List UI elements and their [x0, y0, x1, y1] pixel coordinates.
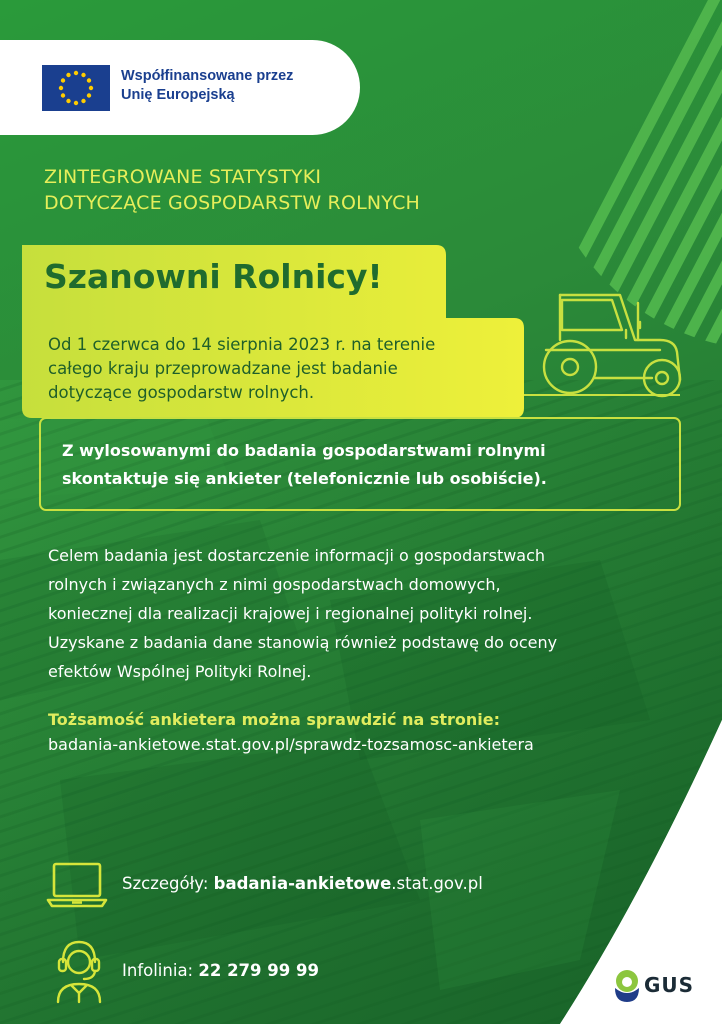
details-label: Szczegóły: [122, 874, 214, 893]
purpose-line-1: Celem badania jest dostarczenie informacji o gospodarstwach [48, 546, 546, 565]
purpose-line-2: rolnych i związanych z nimi gospodarstwach domowych, [48, 575, 501, 594]
survey-title [44, 164, 420, 216]
details-link-bold[interactable]: badania-ankietowe [213, 874, 392, 893]
verify-identity-link[interactable]: badania-ankietowe.stat.gov.pl/sprawdz-tozsamosc-ankietera [48, 735, 534, 754]
purpose-line-5: efektów Wspólnej Polityki Rolnej. [48, 662, 312, 681]
survey-dates-text [48, 333, 435, 405]
details-line [122, 871, 483, 897]
eu-line-2: Unię Europejską [121, 87, 235, 103]
survey-title-line-1: ZINTEGROWANE STATYSTYKI [44, 166, 322, 188]
purpose-line-4: Uzyskane z badania dane stanowią również podstawę do oceny [48, 633, 558, 652]
dates-line-3: dotyczące gospodarstw rolnych. [48, 383, 315, 402]
details-link-rest[interactable]: .stat.gov.pl [391, 874, 483, 893]
gus-logo-icon [612, 968, 642, 1004]
hotline-line [122, 958, 319, 984]
contact-line-1: Z wylosowanymi do badania gospodarstwami rolnymi [62, 441, 546, 460]
greeting-heading: Szanowni Rolnicy! [44, 257, 383, 296]
hotline-number[interactable]: 22 279 99 99 [198, 961, 319, 980]
purpose-line-3: koniecznej dla realizacji krajowej i regionalnej polityki rolnej. [48, 604, 533, 623]
eu-line-1: Współfinansowane przez [121, 68, 294, 84]
eu-cofinancing-label [121, 67, 293, 105]
headset-icon [54, 938, 104, 1004]
verify-identity-label: Tożsamość ankietera można sprawdzić na stronie: [48, 710, 500, 729]
gus-logo-text: GUS [644, 973, 695, 997]
interviewer-contact-text [62, 437, 547, 493]
details-link[interactable] [214, 874, 483, 893]
survey-title-line-2: DOTYCZĄCE GOSPODARSTW ROLNYCH [44, 192, 421, 214]
contact-line-2: skontaktuje się ankieter (telefonicznie lub osobiście). [62, 469, 547, 488]
laptop-icon [46, 860, 108, 908]
hotline-label: Infolinia: [122, 961, 199, 980]
dates-line-2: całego kraju przeprowadzane jest badanie [48, 359, 398, 378]
survey-purpose-text [48, 541, 557, 686]
dates-line-1: Od 1 czerwca do 14 sierpnia 2023 r. na terenie [48, 335, 436, 354]
eu-flag-icon [42, 65, 110, 111]
